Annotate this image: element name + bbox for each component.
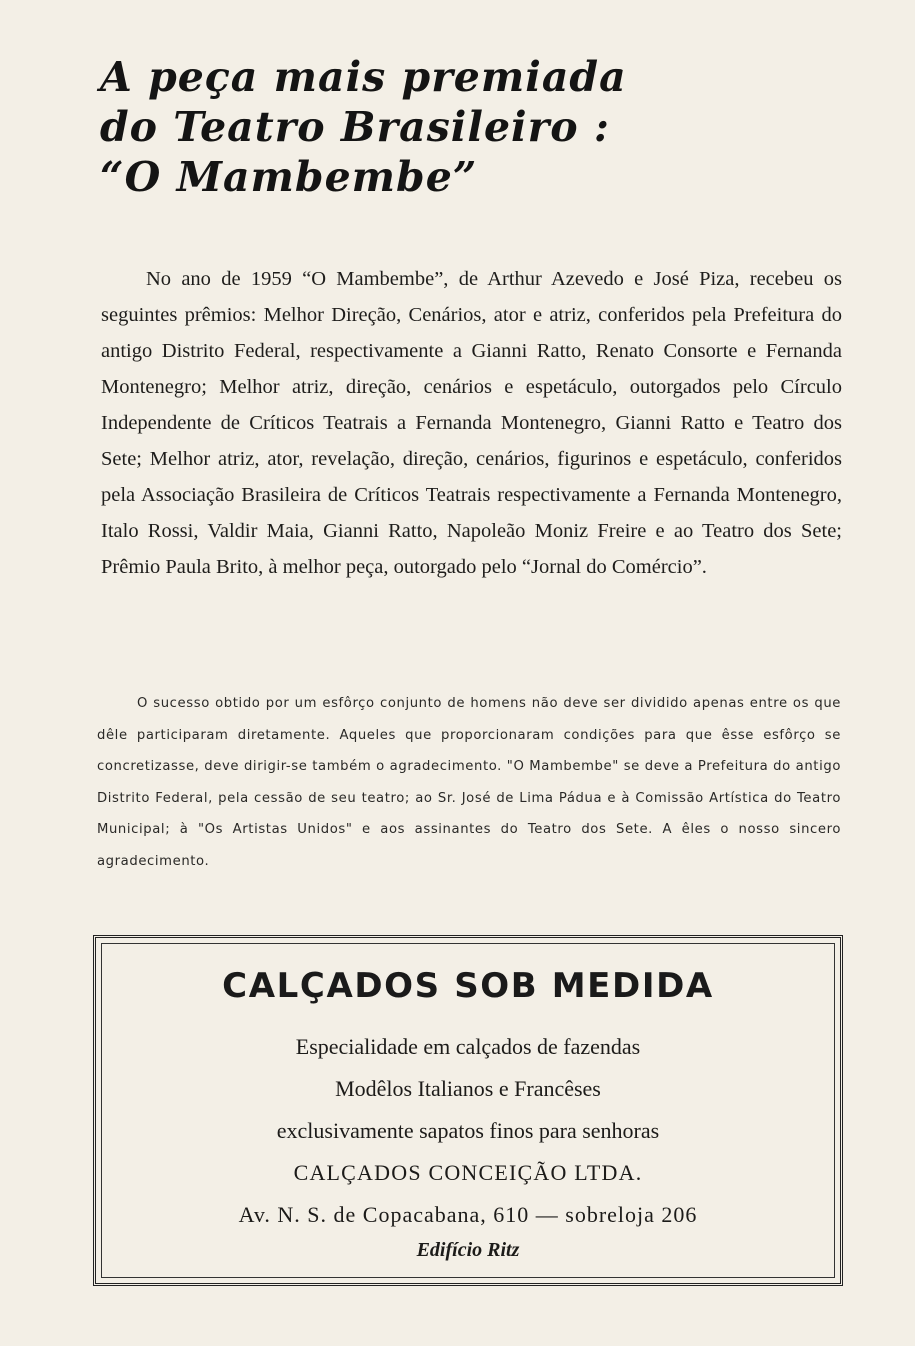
title-line-3: “O Mambembe” [100, 153, 478, 201]
advertisement-content [96, 960, 840, 1264]
acknowledgement-paragraph: O sucesso obtido por um esfôrço conjunto de homens não deve ser dividido apenas entre os que dêle participaram diretamente. Aqueles que proporcionaram condições para que êsse esfôrço se concretizasse, deve dirigir-se também o agradecimento. "O Mambembe" se deve a Prefeitura do antigo Distrito Federal, pela cessão de seu teatro; ao Sr. José de Lima Pádua e à Comissão Artística do Teatro Municipal; à "Os Artistas Unidos" e aos assinantes do Teatro dos Sete. A êles o nosso sincero agradecimento. [97, 696, 841, 869]
acknowledgement-text [97, 688, 841, 878]
page-title [100, 52, 800, 202]
awards-paragraph: No ano de 1959 “O Mambembe”, de Arthur Azevedo e José Piza, recebeu os seguintes prêmios: Melhor Direção, Cenários, ator e atriz, conferidos pela Prefeitura do antigo Distrito Federal, respectivamente a Gianni Ratto, Renato Consorte e Fernanda Montenegro; Melhor atriz, direção, cenários e espetáculo, outorgados pelo Círculo Independente de Críticos Teatrais a Fernanda Montenegro, Gianni Ratto e Teatro dos Sete; Melhor atriz, ator, revelação, direção, cenários, figurinos e espetáculo, conferidos pela Associação Brasileira de Críticos Teatrais respectivamente a Fernanda Montenegro, Italo Rossi, Valdir Maia, Gianni Ratto, Napoleão Moniz Freire e ao Teatro dos Sete; Prêmio Paula Brito, à melhor peça, outorgado pelo “Jornal do Comércio”. [101, 268, 842, 578]
awards-text [101, 261, 842, 585]
ad-exclusive: exclusivamente sapatos finos para senhoras [276, 1118, 660, 1143]
title-line-1: A peça mais premiada [100, 53, 627, 101]
ad-address: Av. N. S. de Copacabana, 610 — sobreloja 206 [238, 1202, 698, 1227]
ad-models: Modêlos Italianos e Francêses [335, 1076, 601, 1101]
title-line-2: do Teatro Brasileiro : [100, 103, 610, 151]
ad-specialty: Especialidade em calçados de fazendas [295, 1034, 641, 1059]
ad-company: CALÇADOS CONCEIÇÃO LTDA. [293, 1160, 643, 1185]
ad-headline: CALÇADOS SOB MEDIDA [222, 966, 714, 1006]
advertisement-box [93, 935, 843, 1286]
ad-building: Edifício Ritz [416, 1239, 520, 1261]
